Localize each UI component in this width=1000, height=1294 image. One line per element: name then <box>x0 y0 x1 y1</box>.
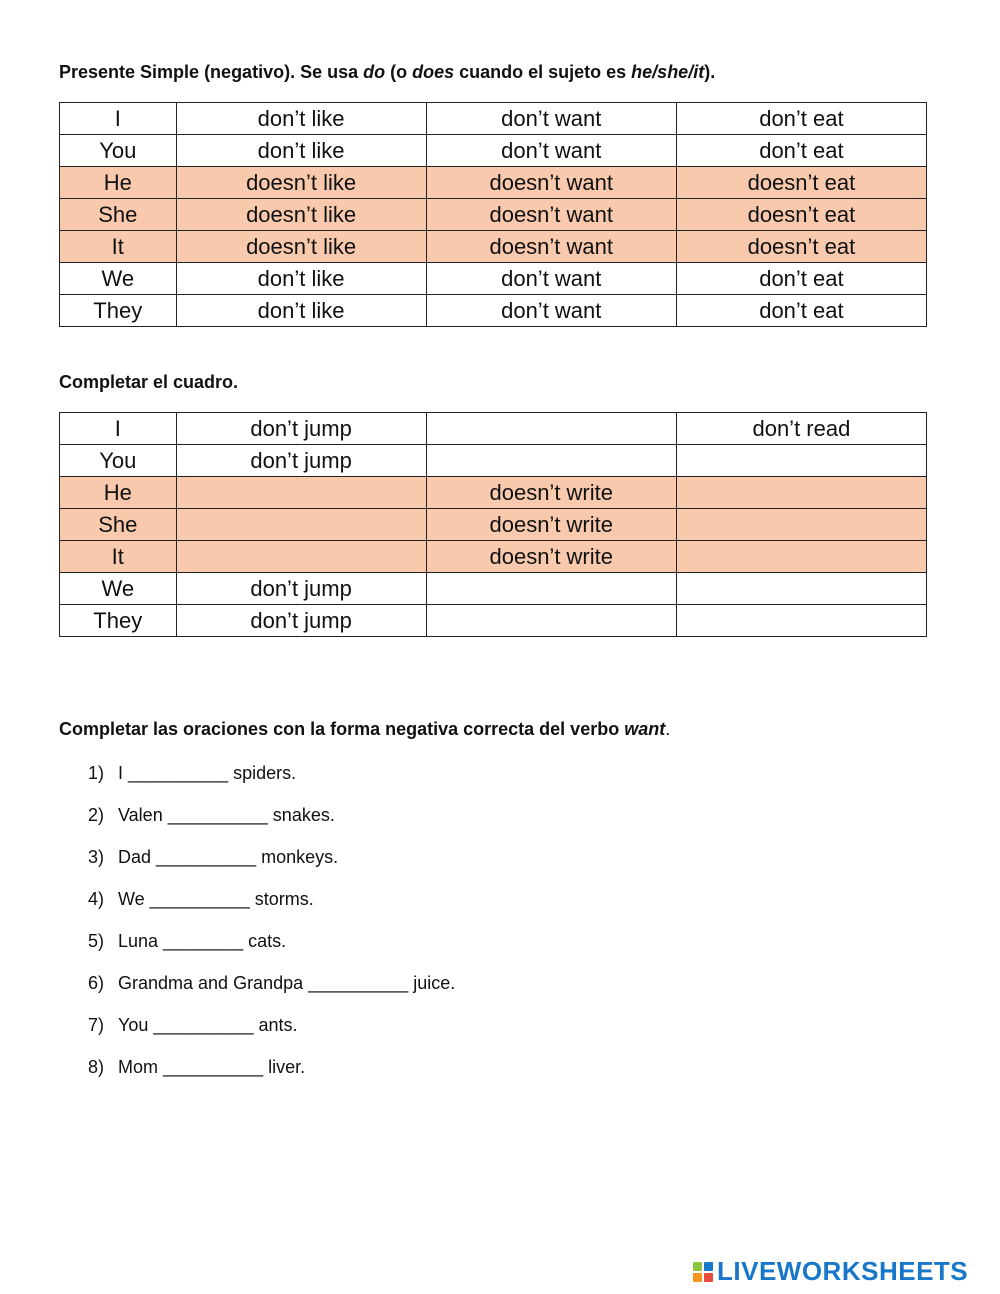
logo-grid-icon <box>693 1262 713 1282</box>
table-row-highlighted <box>60 167 927 199</box>
table-row <box>60 445 927 477</box>
list-item <box>88 931 455 973</box>
table-row <box>60 263 927 295</box>
subject-cell: We <box>60 263 177 295</box>
answer-cell[interactable] <box>676 573 926 605</box>
table-row <box>60 573 927 605</box>
item-number: 3) <box>88 847 105 867</box>
answer-cell[interactable] <box>426 573 676 605</box>
logo-text: LIVEWORKSHEETS <box>717 1256 969 1286</box>
verb-cell: don’t want <box>426 103 676 135</box>
answer-cell[interactable] <box>176 541 426 573</box>
verb-cell: doesn’t want <box>426 199 676 231</box>
logo-tile-icon <box>693 1273 702 1282</box>
answer-cell[interactable] <box>676 605 926 637</box>
subject-cell: She <box>60 509 177 541</box>
sentence-text[interactable]: Luna ________ cats. <box>118 931 287 951</box>
list-item <box>88 847 455 889</box>
verb-cell: don’t eat <box>676 263 926 295</box>
table-row-highlighted <box>60 541 927 573</box>
table-row-highlighted <box>60 477 927 509</box>
word-do: do <box>363 62 386 82</box>
verb-cell: doesn’t want <box>426 167 676 199</box>
subject-cell: He <box>60 167 177 199</box>
verb-cell: don’t want <box>426 263 676 295</box>
answer-cell[interactable] <box>676 541 926 573</box>
list-item <box>88 973 455 1015</box>
conjugation-table <box>59 102 927 327</box>
verb-cell: don’t want <box>426 295 676 327</box>
verb-cell: doesn’t eat <box>676 167 926 199</box>
verb-cell: don’t like <box>176 135 426 167</box>
verb-cell: doesn’t like <box>176 167 426 199</box>
item-number: 5) <box>88 931 105 951</box>
sentence-text[interactable]: You __________ ants. <box>118 1015 298 1035</box>
verb-cell: don’t want <box>426 135 676 167</box>
word-does: does <box>412 62 455 82</box>
item-number: 6) <box>88 973 105 993</box>
title-heading: Presente Simple (negativo). Se usa do (o does cuando el sujeto es he/she/it). <box>59 62 716 82</box>
subject-cell: They <box>60 295 177 327</box>
item-number: 1) <box>88 763 105 783</box>
subject-cell: I <box>60 103 177 135</box>
answer-cell[interactable]: don’t jump <box>176 573 426 605</box>
sentence-text[interactable]: Valen __________ snakes. <box>118 805 335 825</box>
exercise-table <box>59 412 927 637</box>
subject-cell: They <box>60 605 177 637</box>
subject-cell: You <box>60 445 177 477</box>
verb-cell: doesn’t like <box>176 231 426 263</box>
answer-cell[interactable] <box>426 413 676 445</box>
sentence-text[interactable]: We __________ storms. <box>118 889 314 909</box>
sentence-text[interactable]: Dad __________ monkeys. <box>118 847 339 867</box>
liveworksheets-logo <box>693 1256 968 1287</box>
list-item <box>88 805 455 847</box>
verb-cell: doesn’t eat <box>676 231 926 263</box>
verb-cell: don’t eat <box>676 103 926 135</box>
item-number: 2) <box>88 805 105 825</box>
word-want: want <box>624 719 666 739</box>
table-row <box>60 103 927 135</box>
sentence-text[interactable]: Grandma and Grandpa __________ juice. <box>118 973 456 993</box>
answer-cell[interactable]: doesn’t write <box>426 509 676 541</box>
verb-cell: doesn’t want <box>426 231 676 263</box>
answer-cell[interactable] <box>676 445 926 477</box>
answer-cell[interactable]: doesn’t write <box>426 477 676 509</box>
table-row-highlighted <box>60 509 927 541</box>
verb-cell: don’t like <box>176 263 426 295</box>
item-number: 8) <box>88 1057 105 1077</box>
exercise-list <box>88 763 455 1099</box>
table-row-highlighted <box>60 199 927 231</box>
answer-cell[interactable]: don’t read <box>676 413 926 445</box>
table-row <box>60 135 927 167</box>
answer-cell[interactable] <box>176 509 426 541</box>
list-item <box>88 1015 455 1057</box>
answer-cell[interactable]: don’t jump <box>176 445 426 477</box>
subject-cell: He <box>60 477 177 509</box>
answer-cell[interactable] <box>676 477 926 509</box>
answer-cell[interactable]: doesn’t write <box>426 541 676 573</box>
section-heading-complete-table: Completar el cuadro. <box>59 372 239 392</box>
verb-cell: don’t eat <box>676 135 926 167</box>
logo-tile-icon <box>693 1262 702 1271</box>
table-row-highlighted <box>60 231 927 263</box>
table-row <box>60 605 927 637</box>
verb-cell: doesn’t like <box>176 199 426 231</box>
sentence-text[interactable]: Mom __________ liver. <box>118 1057 306 1077</box>
verb-cell: don’t like <box>176 295 426 327</box>
subject-cell: We <box>60 573 177 605</box>
verb-cell: doesn’t eat <box>676 199 926 231</box>
item-number: 7) <box>88 1015 105 1035</box>
subject-cell: I <box>60 413 177 445</box>
answer-cell[interactable]: don’t jump <box>176 413 426 445</box>
answer-cell[interactable] <box>426 605 676 637</box>
answer-cell[interactable]: don’t jump <box>176 605 426 637</box>
subject-cell: It <box>60 231 177 263</box>
list-item <box>88 1057 455 1099</box>
answer-cell[interactable] <box>426 445 676 477</box>
sentence-text[interactable]: I __________ spiders. <box>118 763 297 783</box>
verb-cell: don’t eat <box>676 295 926 327</box>
item-number: 4) <box>88 889 105 909</box>
list-item <box>88 763 455 805</box>
word-subjects: he/she/it <box>631 62 705 82</box>
answer-cell[interactable] <box>676 509 926 541</box>
logo-tile-icon <box>704 1273 713 1282</box>
logo-tile-icon <box>704 1262 713 1271</box>
answer-cell[interactable] <box>176 477 426 509</box>
section-heading-sentences: Completar las oraciones con la forma negativa correcta del verbo want. <box>59 719 671 739</box>
subject-cell: She <box>60 199 177 231</box>
subject-cell: You <box>60 135 177 167</box>
verb-cell: don’t like <box>176 103 426 135</box>
list-item <box>88 889 455 931</box>
subject-cell: It <box>60 541 177 573</box>
table-row <box>60 295 927 327</box>
table-row <box>60 413 927 445</box>
